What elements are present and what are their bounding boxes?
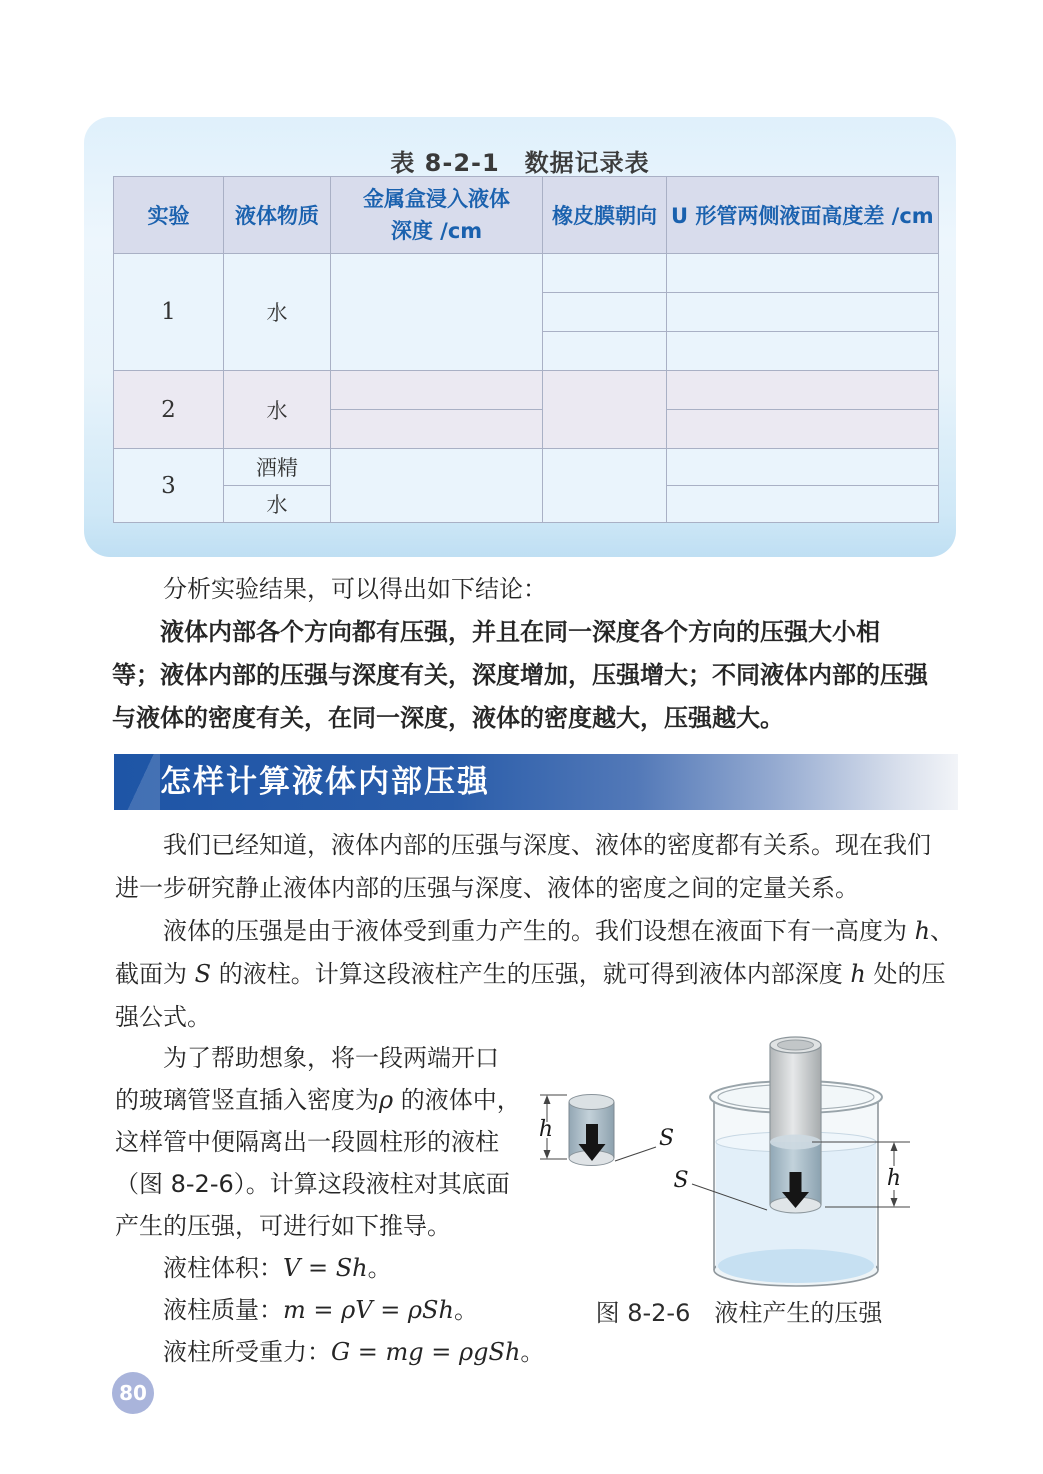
label-h-beaker: h [886, 1166, 902, 1191]
cell-exp1-membrane-empty-3 [543, 332, 667, 371]
header-liquid: 液体物质 [224, 177, 331, 254]
paragraph-line: 进一步研究静止液体内部的压强与深度、液体的密度之间的定量关系。 [115, 874, 859, 902]
paragraph-line: 我们已经知道，液体内部的压强与深度、液体的密度都有关系。现在我们 [163, 831, 931, 859]
label-s-beaker: S [673, 1168, 689, 1193]
header-depth-line1: 金属盒浸入液体 [363, 187, 510, 211]
small-liquid-column [539, 1095, 674, 1166]
table-row [114, 449, 939, 486]
label-h-small: h [538, 1117, 554, 1142]
cell-exp3-depth-empty [331, 449, 543, 523]
cell-exp2-membrane-empty [543, 371, 667, 449]
derivation-paragraph [115, 1037, 544, 1373]
cell-exp1-id: 1 [114, 254, 224, 371]
cell-exp2-depth-empty-2 [331, 410, 543, 449]
section-header-band [114, 754, 958, 810]
header-depth [331, 177, 543, 254]
cell-exp1-membrane-empty-1 [543, 254, 667, 293]
cell-exp1-liquid: 水 [224, 254, 331, 371]
volume-formula-line: 液柱体积：V = Sh。 [163, 1254, 392, 1282]
header-depth-line2: 深度 /cm [390, 219, 483, 243]
header-experiment: 实验 [114, 177, 224, 254]
derivation-line: 的玻璃管竖直插入密度为ρ 的液体中， [115, 1086, 521, 1114]
cell-exp2-liquid: 水 [224, 371, 331, 449]
table-row [114, 371, 939, 410]
derivation-line: 这样管中便隔离出一段圆柱形的液柱 [115, 1128, 499, 1156]
analysis-intro: 分析实验结果，可以得出如下结论： [163, 575, 547, 603]
derivation-line: （图 8-2-6）。计算这段液柱对其底面 [115, 1170, 510, 1198]
figure-caption: 图 8-2-6 液柱产生的压强 [595, 1299, 883, 1327]
table-row [114, 254, 939, 293]
cell-exp3-liquid-bottom: 水 [224, 486, 331, 523]
conclusion-line: 液体内部各个方向都有压强，并且在同一深度各个方向的压强大小相 [160, 618, 880, 646]
glass-tube [770, 1045, 821, 1142]
derivation-line: 为了帮助想象，将一段两端开口 [163, 1044, 499, 1072]
arrowhead-down-icon [544, 1150, 551, 1159]
cell-exp3-liquid-top: 酒精 [224, 449, 331, 486]
cell-exp1-diff-empty-3 [667, 332, 939, 371]
header-height-diff: U 形管两侧液面高度差 /cm [667, 177, 939, 254]
table-header-row [114, 177, 939, 254]
cell-exp3-membrane-empty [543, 449, 667, 523]
annotation-line [615, 1147, 656, 1161]
cell-exp1-diff-empty-2 [667, 293, 939, 332]
cylinder-top [569, 1095, 614, 1110]
conclusion-line: 与液体的密度有关，在同一深度，液体的密度越大，压强越大。 [112, 704, 784, 732]
derivation-line: 产生的压强，可进行如下推导。 [115, 1212, 451, 1240]
tube-opening [778, 1040, 814, 1050]
arrowhead-up-icon [544, 1095, 551, 1104]
beaker-figure [673, 1037, 910, 1286]
arrowhead-up-icon [891, 1142, 898, 1151]
paragraph-line: 强公式。 [115, 1003, 211, 1031]
cell-exp3-diff-empty-2 [667, 486, 939, 523]
gravity-formula-line: 液柱所受重力：G = mg = ρgSh。 [163, 1338, 545, 1366]
label-s-small: S [659, 1126, 675, 1151]
data-record-panel [84, 117, 956, 557]
cell-exp2-diff-empty-2 [667, 410, 939, 449]
cell-exp2-depth-empty-1 [331, 371, 543, 410]
paragraph-line: 截面为 S 的液柱。计算这段液柱产生的压强，就可得到液体内部深度 h 处的压 [115, 960, 946, 988]
liquid-bottom [718, 1249, 874, 1283]
down-arrow-icon [790, 1172, 802, 1192]
cell-exp1-diff-empty-1 [667, 254, 939, 293]
cell-exp2-diff-empty-1 [667, 371, 939, 410]
mass-formula-line: 液柱质量：m = ρV = ρSh。 [163, 1296, 478, 1324]
figure-8-2-6 [520, 1030, 958, 1288]
header-membrane: 橡皮膜朝向 [543, 177, 667, 254]
cell-exp1-depth-empty [331, 254, 543, 371]
section-paragraphs [115, 824, 954, 1039]
conclusion-line: 等；液体内部的压强与深度有关，深度增加，压强增大；不同液体内部的压强 [112, 661, 928, 689]
arrowhead-down-icon [891, 1198, 898, 1207]
down-arrow-icon [586, 1124, 598, 1144]
data-record-table [113, 176, 939, 523]
paragraph-line: 液体的压强是由于液体受到重力产生的。我们设想在液面下有一高度为 h、 [163, 917, 955, 945]
cell-exp2-id: 2 [114, 371, 224, 449]
table-title: 表 8-2-1 数据记录表 [390, 149, 650, 177]
cell-exp3-id: 3 [114, 449, 224, 523]
conclusion-paragraph [112, 611, 928, 740]
cell-exp1-membrane-empty-2 [543, 293, 667, 332]
cell-exp3-diff-empty-1 [667, 449, 939, 486]
page-number-badge: 80 [112, 1372, 154, 1414]
section-title: 怎样计算液体内部压强 [160, 764, 490, 800]
